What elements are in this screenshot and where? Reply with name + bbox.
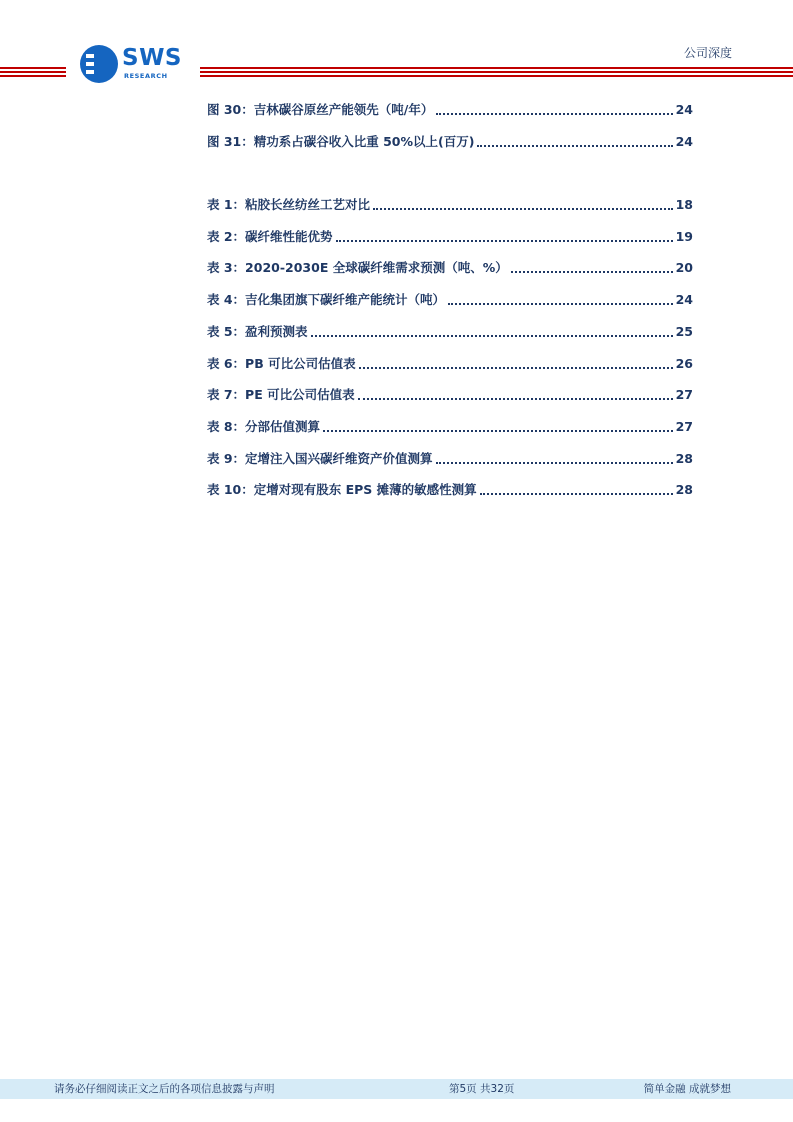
toc-leader-dots xyxy=(436,113,672,115)
toc-entry-table-8[interactable] xyxy=(207,418,693,436)
toc-entry-table-9[interactable] xyxy=(207,450,693,468)
footer-slogan: 简单金融 成就梦想 xyxy=(643,1083,731,1095)
toc-entry-page: 24 xyxy=(675,134,693,149)
toc-entry-label: 表 4：吉化集团旗下碳纤维产能统计（吨） xyxy=(207,292,446,307)
toc-entry-table-3[interactable] xyxy=(207,259,693,277)
footer-page-number: 第5页 共32页 xyxy=(449,1083,515,1095)
toc-leader-dots xyxy=(336,240,673,242)
toc-entry-page: 18 xyxy=(675,197,693,212)
report-type-tag: 公司深度 xyxy=(683,46,732,60)
toc-leader-dots xyxy=(311,335,673,337)
toc-leader-dots xyxy=(511,271,673,273)
logo-subtext: RESEARCH xyxy=(124,72,168,80)
toc-entry-page: 24 xyxy=(675,292,693,307)
toc-entry-page: 20 xyxy=(675,260,693,275)
toc-entry-page: 28 xyxy=(675,482,693,497)
toc-entry-figure-31[interactable] xyxy=(207,133,693,151)
toc-entry-label: 表 10：定增对现有股东 EPS 摊薄的敏感性测算 xyxy=(207,482,477,497)
toc-entry-label: 图 30：吉林碳谷原丝产能领先（吨/年） xyxy=(207,102,434,117)
page-footer xyxy=(0,1079,793,1099)
toc-entry-table-4[interactable] xyxy=(207,291,693,309)
toc-entry-label: 表 1：粘胶长丝纺丝工艺对比 xyxy=(207,197,371,212)
toc-entry-label: 表 5：盈利预测表 xyxy=(207,324,308,339)
sws-logo xyxy=(80,43,190,85)
toc-entry-label: 表 3：2020-2030E 全球碳纤维需求预测（吨、%） xyxy=(207,260,508,275)
toc-entry-figure-30[interactable] xyxy=(207,101,693,119)
toc-leader-dots xyxy=(436,462,673,464)
toc-leader-dots xyxy=(358,398,673,400)
logo-text: SWS xyxy=(122,45,182,71)
toc-entry-table-7[interactable] xyxy=(207,386,693,404)
toc-entry-page: 28 xyxy=(675,451,693,466)
toc-entry-label: 表 7：PE 可比公司估值表 xyxy=(207,387,355,402)
toc-leader-dots xyxy=(373,208,673,210)
toc-entry-table-2[interactable] xyxy=(207,228,693,246)
footer-disclaimer: 请务必仔细阅读正文之后的各项信息披露与声明 xyxy=(54,1083,275,1095)
toc-entry-page: 26 xyxy=(675,356,693,371)
toc-leader-dots xyxy=(480,493,673,495)
toc-entry-table-6[interactable] xyxy=(207,355,693,373)
toc-entry-page: 19 xyxy=(675,229,693,244)
toc-entry-table-5[interactable] xyxy=(207,323,693,341)
toc-entry-label: 图 31：精功系占碳谷收入比重 50%以上(百万) xyxy=(207,134,475,149)
toc-entry-page: 24 xyxy=(675,102,693,117)
toc-entry-table-10[interactable] xyxy=(207,481,693,499)
toc-entry-label: 表 8：分部估值测算 xyxy=(207,419,321,434)
toc-entry-label: 表 2：碳纤维性能优势 xyxy=(207,229,333,244)
toc-leader-dots xyxy=(359,367,673,369)
toc-entry-page: 27 xyxy=(675,419,693,434)
toc-leader-dots xyxy=(477,145,672,147)
toc-entry-label: 表 9：定增注入国兴碳纤维资产价值测算 xyxy=(207,451,433,466)
toc-entry-label: 表 6：PB 可比公司估值表 xyxy=(207,356,356,371)
sws-logo-icon xyxy=(80,45,118,83)
toc-entry-page: 25 xyxy=(675,324,693,339)
toc-leader-dots xyxy=(448,303,673,305)
toc-entry-table-1[interactable] xyxy=(207,196,693,214)
toc-leader-dots xyxy=(323,430,673,432)
toc-entry-page: 27 xyxy=(675,387,693,402)
